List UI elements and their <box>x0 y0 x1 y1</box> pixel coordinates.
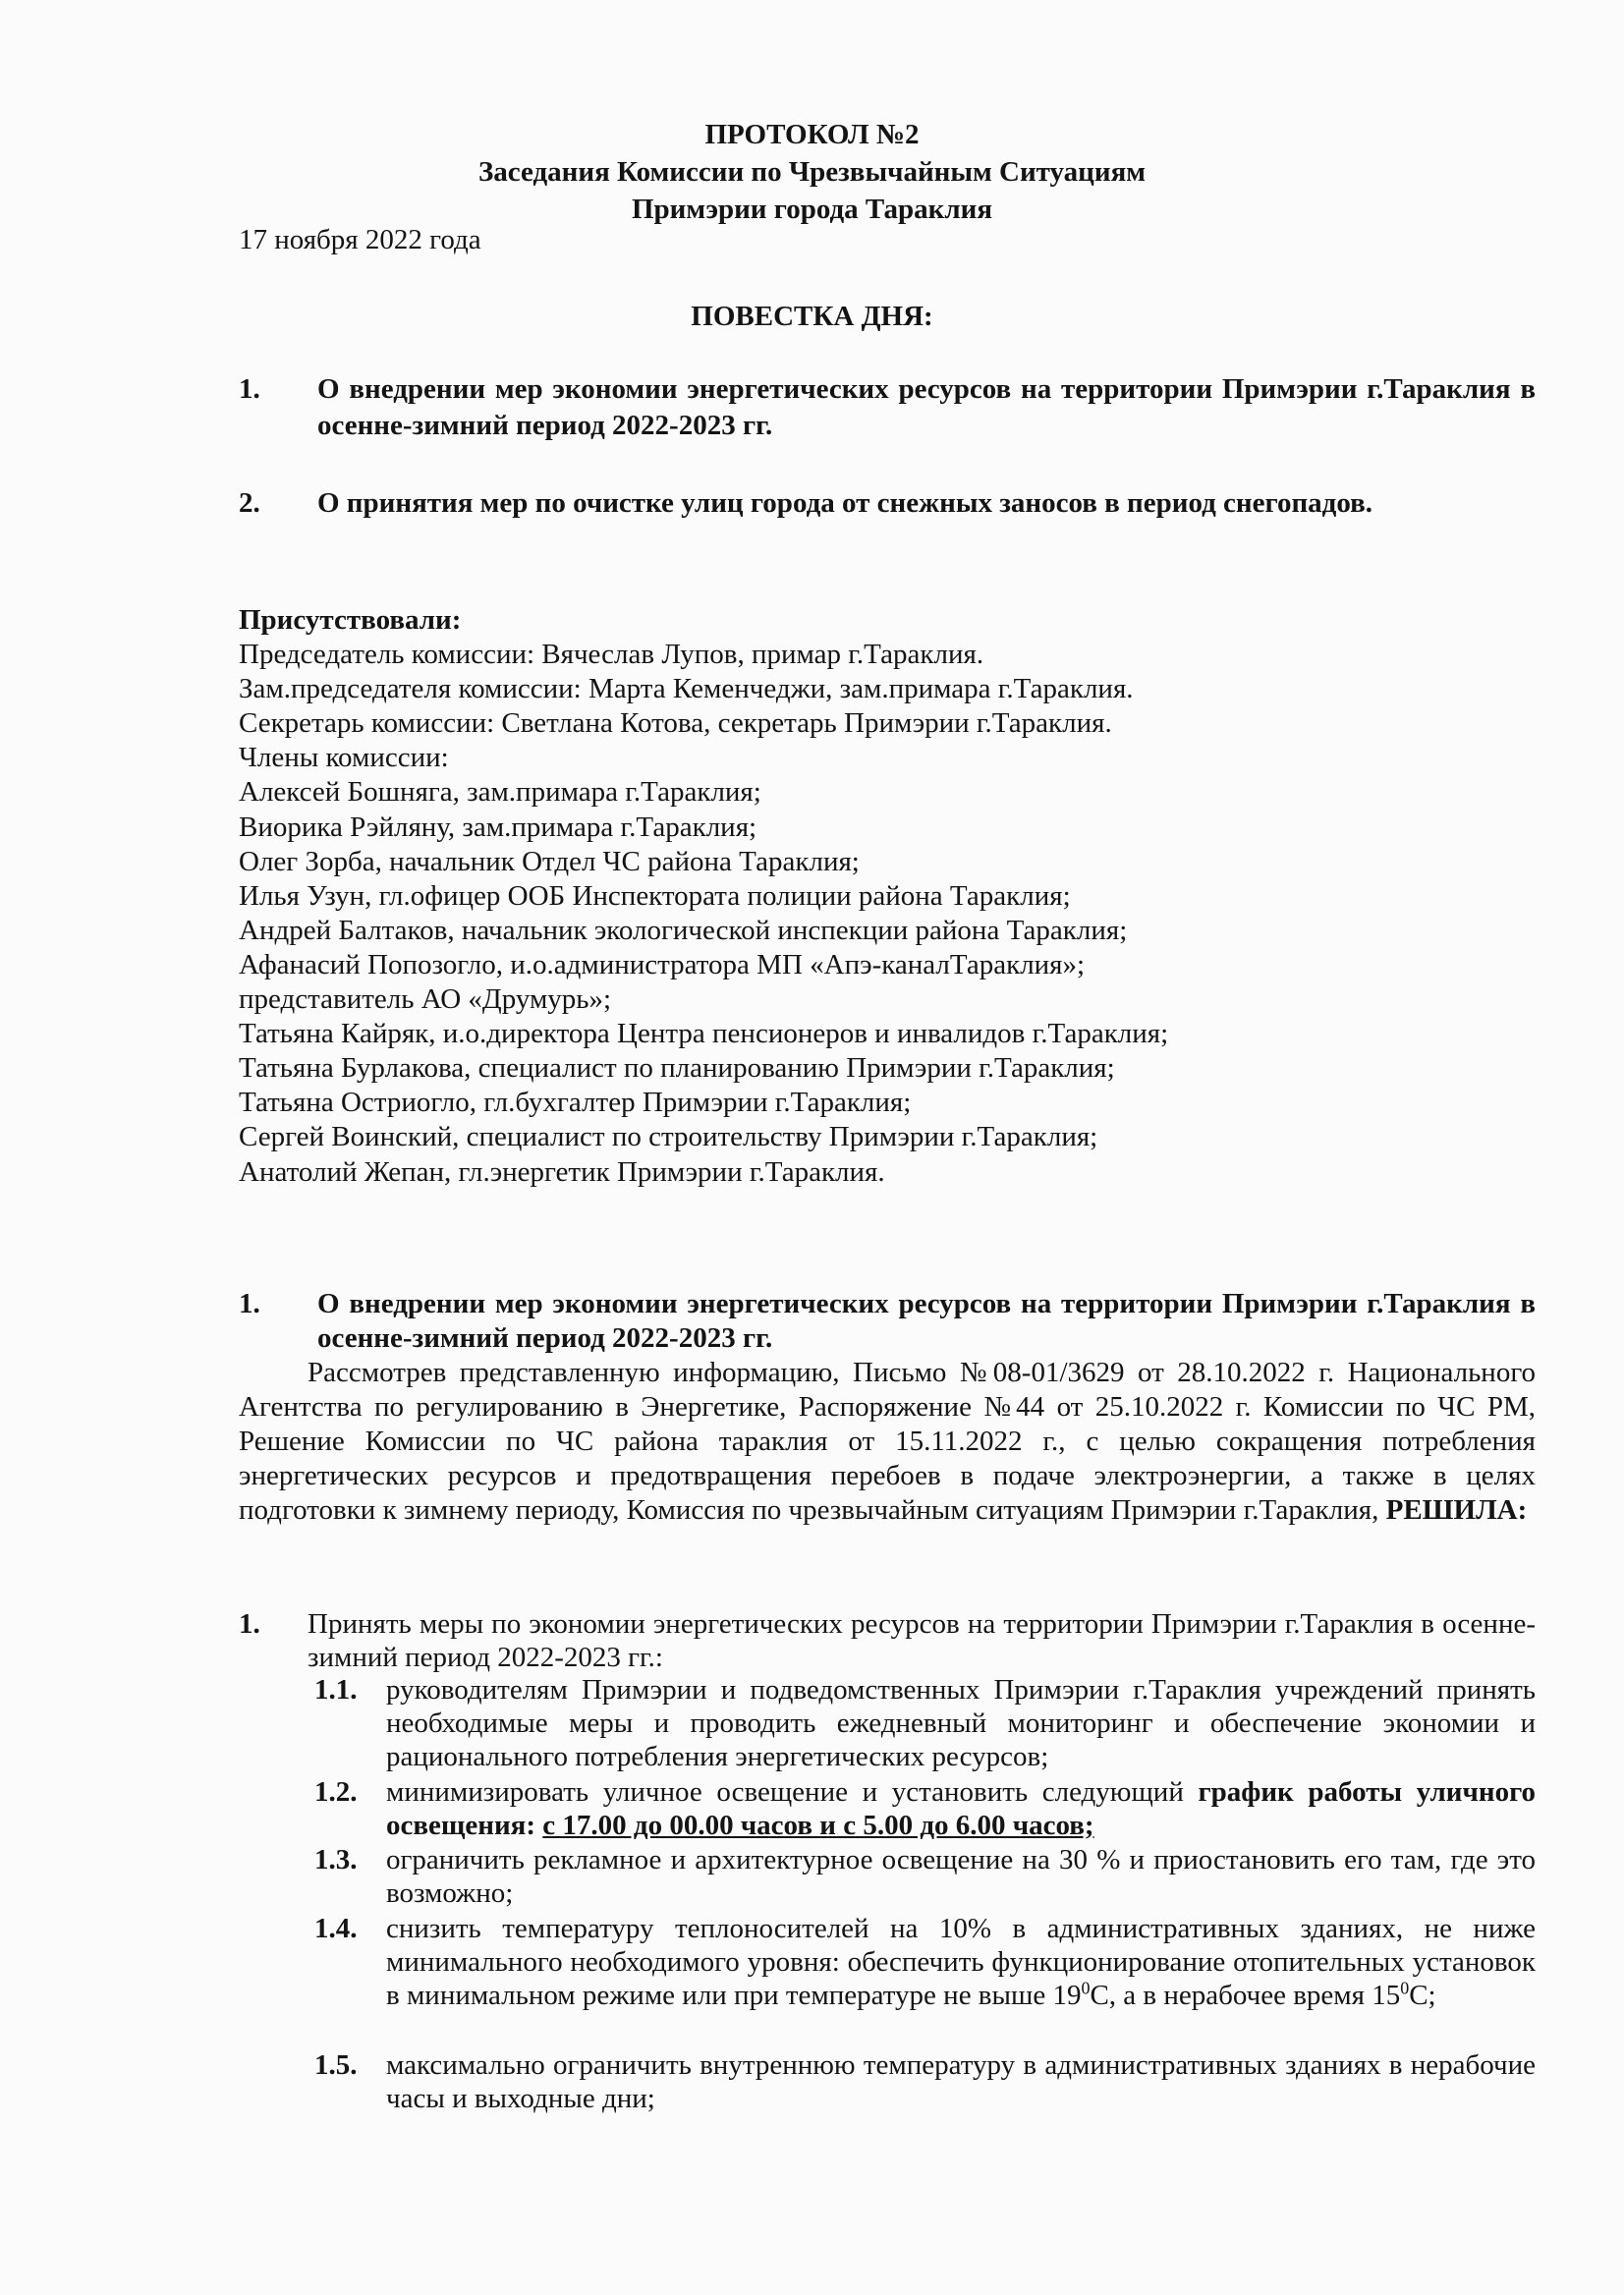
paragraph-text: Рассмотрев представленную информацию, Письмо №08-01/3629 от 28.10.2022 г. Национального Агентства по регулированию в Энергетике, Распоряжение №44 от 25.10.2022 г. Комиссии по ЧС РМ, Решение Комиссии по ЧС района тараклия от 15.11.2022 г., с целью сокращения потребления энергетических ресурсов и предотвращения перебоев в подаче электроэнергии, а также в целях подготовки к зимнему периоду, Комиссия по чрезвычайным ситуациям Примэрии г.Тараклия, <box>239 1357 1536 1526</box>
agenda-title: ПОВЕСТКА ДНЯ: <box>691 301 933 332</box>
attendee-line: Афанасий Попозогло, и.о.администратора МП «Апэ-каналТараклия»; <box>239 948 1086 980</box>
attendee-line: Татьяна Кайряк, и.о.директора Центра пенсионеров и инвалидов г.Тараклия; <box>239 1018 1169 1050</box>
attendee-line: Илья Узун, гл.офицер ООБ Инспектората полиции района Тараклия; <box>239 879 1071 912</box>
attendee-line: Члены комиссии: <box>239 742 449 774</box>
subitem-number: 1.3. <box>314 1844 358 1875</box>
decision-text: Принять меры по экономии энергетических ресурсов на территории Примэрии г.Тараклия в осенне-зимний период 2022-2023 гг.: <box>308 1608 1536 1673</box>
degree-sup: 0 <box>1081 1978 1091 1998</box>
subitem-number: 1.2. <box>314 1776 358 1808</box>
decision-subitem <box>314 1775 1536 1842</box>
subitem-number: 1.1. <box>314 1674 358 1706</box>
attendee-line: Анатолий Жепан, гл.энергетик Примэрии г.Тараклия. <box>239 1155 885 1188</box>
subitem-text <box>386 1912 1536 2012</box>
header-subtitle-2: Примэрии города Тараклия <box>631 194 993 225</box>
agenda-item-number: 2. <box>239 487 260 519</box>
header-subtitle-1: Заседания Комиссии по Чрезвычайным Ситуациям <box>477 156 1147 188</box>
section-number: 1. <box>239 1288 260 1319</box>
agenda-item-text: О принятия мер по очистке улиц города от снежных заносов в период снегопадов. <box>317 487 1373 519</box>
section-heading <box>239 1287 1536 1356</box>
decision-subitem <box>314 1673 1536 1773</box>
attendee-line: Андрей Балтаков, начальник экологической инспекции района Тараклия; <box>239 914 1128 946</box>
subitem-text: руководителям Примэрии и подведомственных Примэрии г.Тараклия учреждений принять необходимые меры и проводить ежедневный мониторинг и обеспечение экономии и рационального потребления энергетических ресурсов; <box>386 1674 1536 1772</box>
attendees-title: Присутствовали: <box>239 604 462 636</box>
decided-label: РЕШИЛА: <box>1385 1494 1528 1526</box>
section-title: О внедрении мер экономии энергетических ресурсов на территории Примэрии г.Тараклия в осенне-зимний период 2022-2023 гг. <box>317 1288 1536 1354</box>
lighting-schedule-hours: с 17.00 до 00.00 часов и с 5.00 до 6.00 часов; <box>542 1810 1094 1841</box>
attendee-line: Виорика Рэйляну, зам.примара г.Тараклия; <box>239 811 757 843</box>
decision-item <box>239 1607 1536 1674</box>
subitem-text: ограничить рекламное и архитектурное освещение на 30 % и приостановить его там, где это возможно; <box>386 1844 1536 1909</box>
attendee-line: Председатель комиссии: Вячеслав Лупов, примар г.Тараклия. <box>239 639 984 671</box>
decision-subitem <box>314 1912 1536 2012</box>
meeting-date: 17 ноября 2022 года <box>239 224 481 255</box>
degree-sup: 0 <box>1400 1978 1410 1998</box>
subitem-text-part: С; <box>1409 1980 1436 2011</box>
subitem-text-part: минимизировать уличное освещение и установить следующий <box>386 1776 1184 1808</box>
agenda-item <box>239 371 1536 444</box>
document-header <box>0 116 1624 228</box>
agenda-item <box>239 485 1536 522</box>
attendee-line: Татьяна Бурлакова, специалист по планированию Примэрии г.Тараклия; <box>239 1052 1115 1085</box>
attendee-line: Сергей Воинский, специалист по строительству Примэрии г.Тараклия; <box>239 1121 1098 1153</box>
subitem-number: 1.5. <box>314 2049 358 2081</box>
decision-subitem <box>314 2048 1536 2115</box>
subitem-number: 1.4. <box>314 1913 358 1944</box>
attendee-line: представитель АО «Друмурь»; <box>239 983 612 1016</box>
agenda-item-number: 1. <box>239 373 260 405</box>
attendees-block <box>239 603 1536 1190</box>
decision-subitem <box>314 1843 1536 1910</box>
protocol-title: ПРОТОКОЛ №2 <box>704 119 920 150</box>
attendee-line: Секретарь комиссии: Светлана Котова, секретарь Примэрии г.Тараклия. <box>239 707 1112 740</box>
subitem-text <box>386 1775 1536 1842</box>
section-paragraph <box>239 1356 1536 1528</box>
attendee-line: Татьяна Остриогло, гл.бухгалтер Примэрии г.Тараклия; <box>239 1087 912 1119</box>
agenda-item-text: О внедрении мер экономии энергетических ресурсов на территории Примэрии г.Тараклия в осенне-зимний период 2022-2023 гг. <box>317 373 1536 441</box>
subitem-text: максимально ограничить внутреннюю температуру в административных зданиях в нерабочие часы и выходные дни; <box>386 2049 1536 2114</box>
attendee-line: Алексей Бошняга, зам.примара г.Тараклия; <box>239 776 761 809</box>
attendee-line: Олег Зорба, начальник Отдел ЧС района Тараклия; <box>239 845 860 877</box>
subitem-text-part: С, а в нерабочее время 15 <box>1090 1980 1401 2011</box>
attendee-line: Зам.председателя комиссии: Марта Кеменчеджи, зам.примара г.Тараклия. <box>239 673 1134 705</box>
decision-number: 1. <box>239 1608 260 1640</box>
lighting-schedule-label: график работы уличного освещения: <box>386 1776 1537 1841</box>
subitem-text-part: снизить температуру теплоносителей на 10% в административных зданиях, не ниже минимального необходимого уровня: обеспечить функционирование отопительных установок в минимальном режиме или при температуре не выше 19 <box>386 1913 1536 2011</box>
